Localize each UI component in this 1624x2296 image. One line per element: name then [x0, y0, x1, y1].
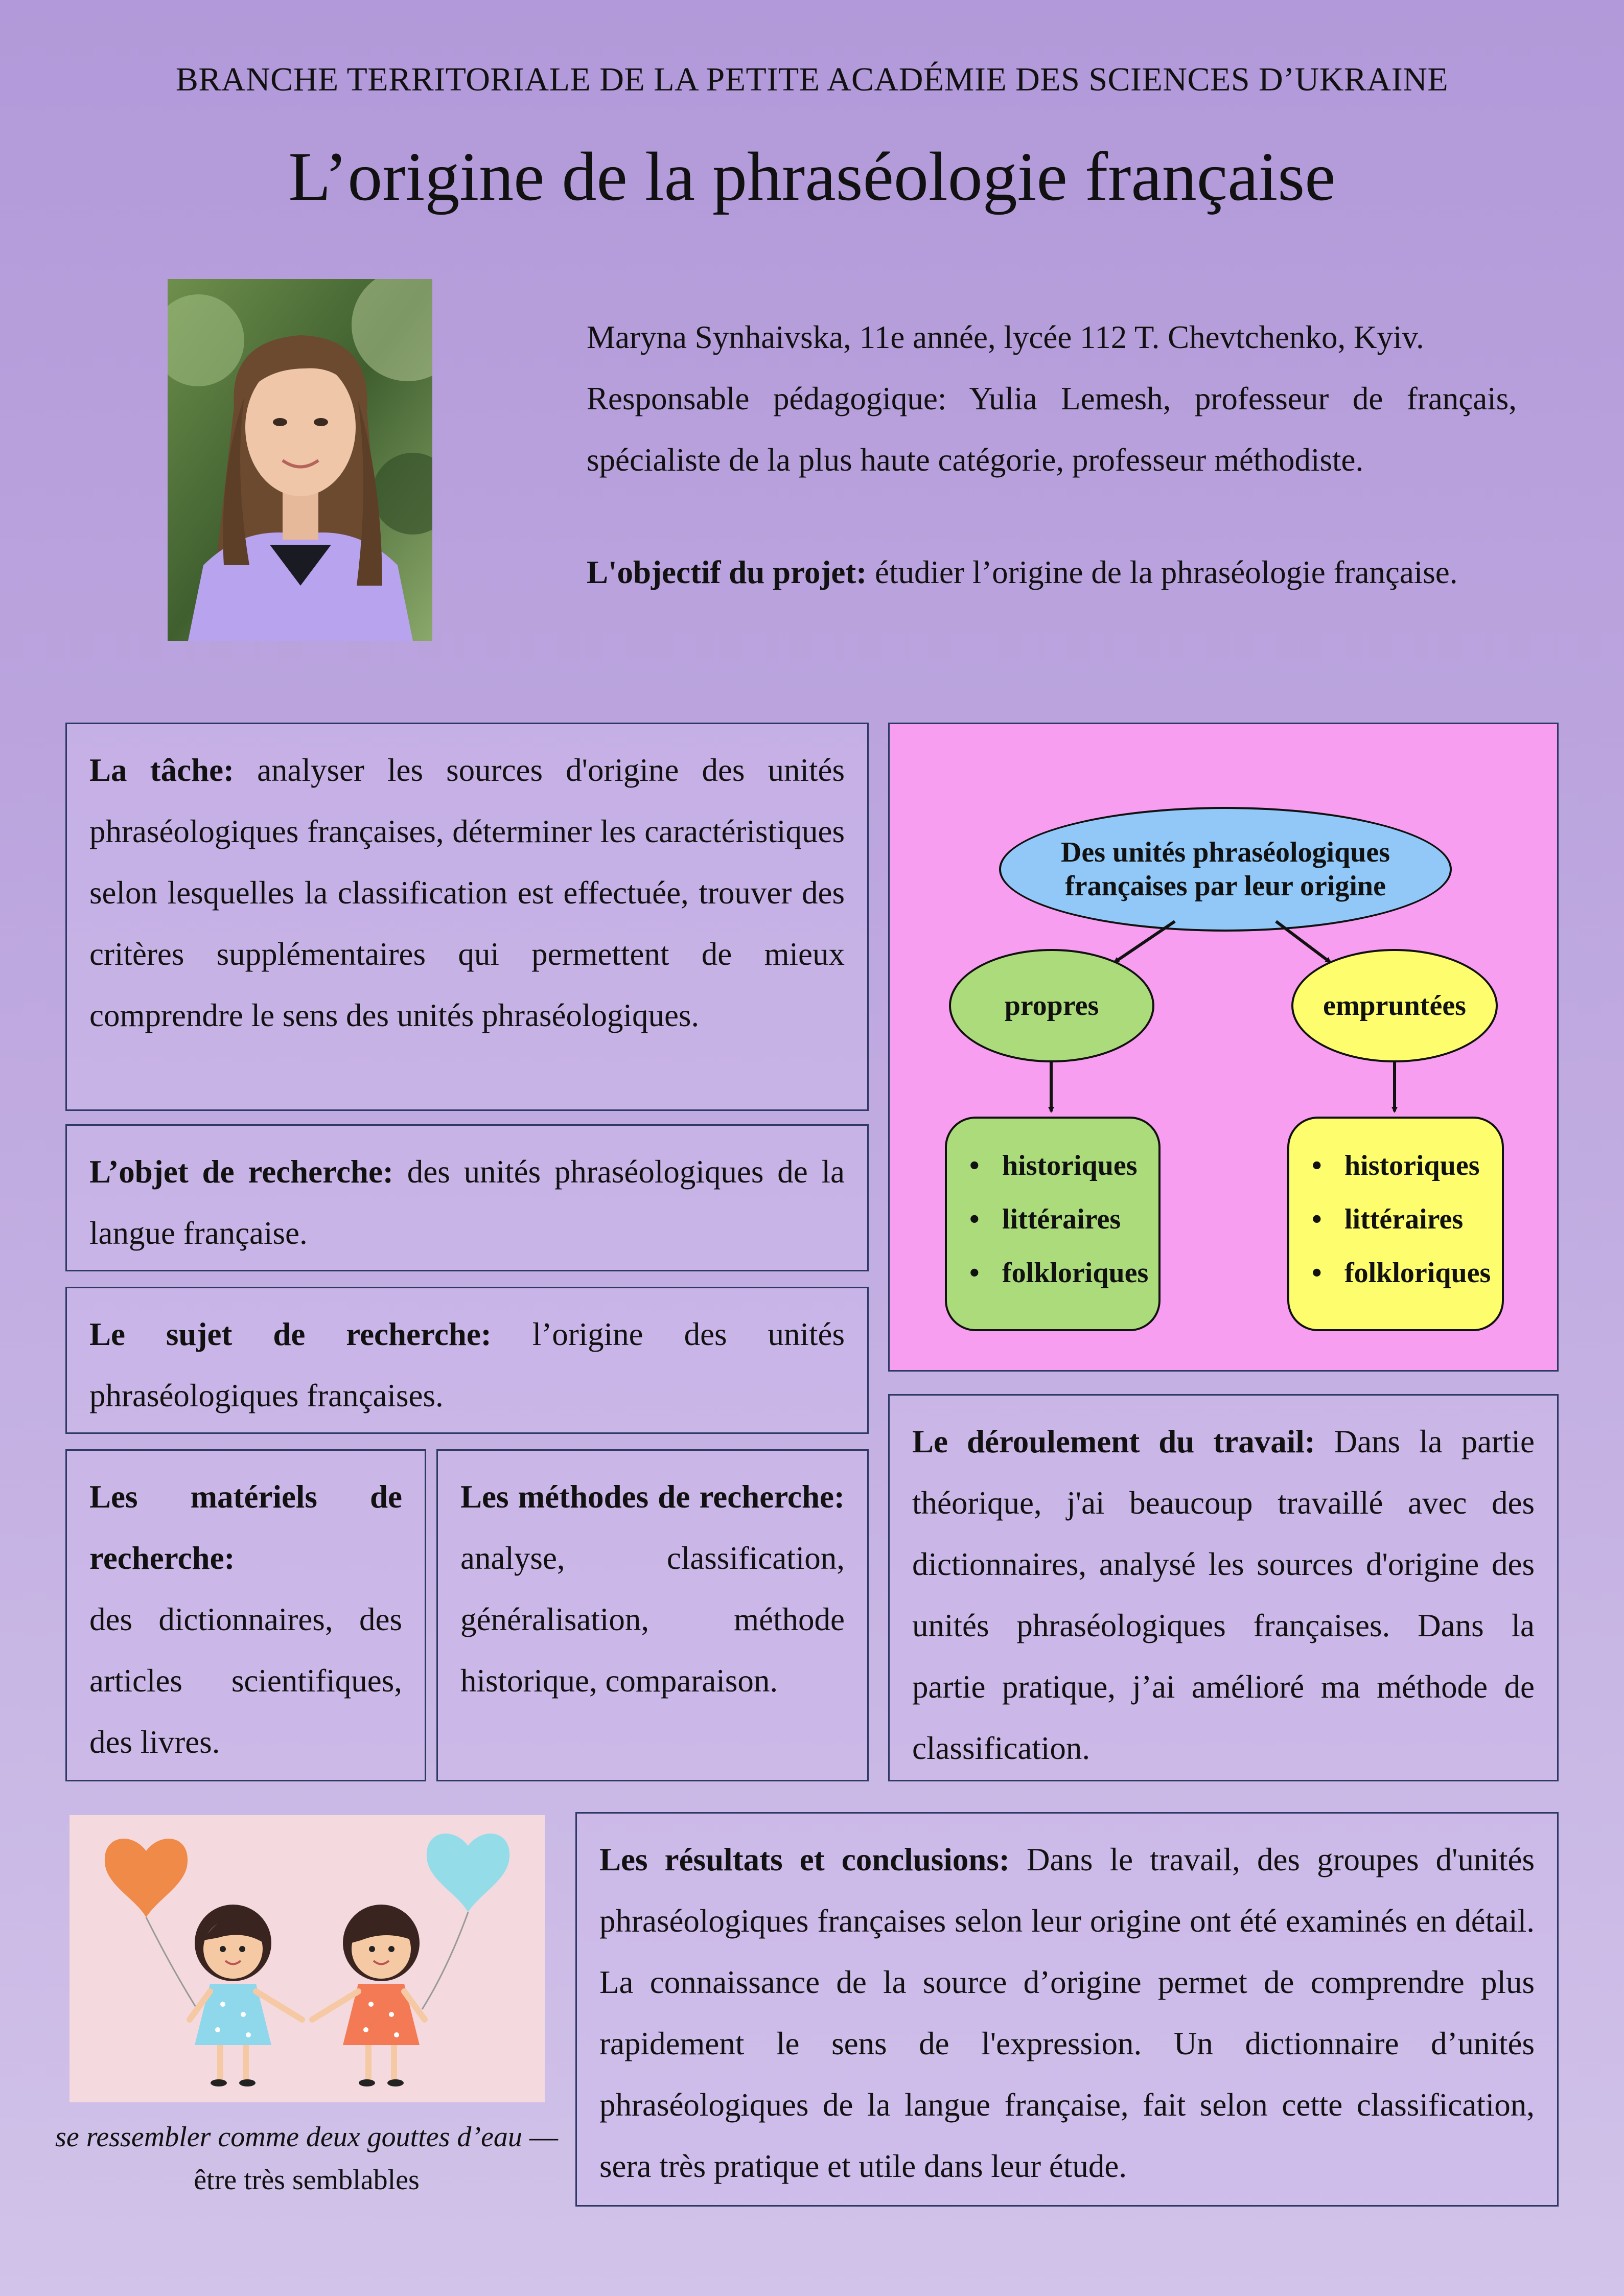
subject-box [65, 1287, 869, 1434]
illustration-caption [51, 2116, 562, 2201]
objective-text: étudier l’origine de la phraséologie française. [867, 554, 1458, 590]
materials-text: des dictionnaires, des articles scientifiques, des livres. [89, 1602, 402, 1760]
methods-label: Les méthodes de recherche: [460, 1479, 845, 1515]
objective-label: L'objectif du projet: [587, 554, 867, 590]
results-text: Dans le travail, des groupes d'unités phraséologiques françaises selon leur origine ont été examinés en détail. La connaissance de la source d’origine permet de comprendre plus rapidement le sens de l'expression. Un dictionnaire d’unités phraséologiques de la langue française, fait selon cette classification, sera très pratique et utile dans leur étude. [599, 1842, 1535, 2184]
list-item: • folkloriques [962, 1246, 1158, 1300]
author-info [587, 307, 1517, 491]
caption-meaning: — être très semblables [194, 2121, 558, 2196]
workflow-box [888, 1394, 1559, 1781]
object-box [65, 1124, 869, 1271]
list-item: • historiques [1305, 1139, 1502, 1193]
author-photo [168, 279, 432, 641]
author-line: Maryna Synhaivska, 11e année, lycée 112 T. Chevtchenko, Kyiv. [587, 319, 1424, 355]
methods-text: analyse, classification, généralisation, méthode historique, comparaison. [460, 1540, 845, 1699]
materials-label: Les matériels de recherche: [89, 1479, 402, 1576]
supervisor-line: Responsable pédagogique: Yulia Lemesh, professeur de français, spécialiste de la plus haute catégorie, professeur méthodiste. [587, 381, 1517, 478]
diagram-right-list [1287, 1117, 1504, 1331]
caption-expression: se ressembler comme deux gouttes d’eau [55, 2121, 522, 2153]
diagram-left-list [945, 1117, 1161, 1331]
header-institution: BRANCHE TERRITORIALE DE LA PETITE ACADÉMIE DES SCIENCES D’UKRAINE [175, 61, 1449, 98]
arrow-root-right [1276, 921, 1330, 962]
materials-box [65, 1449, 426, 1781]
object-label: L’objet de recherche: [89, 1154, 393, 1190]
task-text: analyser les sources d'origine des unités phraséologiques françaises, déterminer les caractéristiques selon lesquelles la classification est effectuée, trouver des critères supplémentaires qui permettent de mieux comprendre le sens des unités phraséologiques. [89, 752, 845, 1033]
subject-label: Le sujet de recherche: [89, 1316, 492, 1352]
arrow-root-left [1115, 921, 1175, 962]
task-label: La tâche: [89, 752, 235, 788]
workflow-text: Dans la partie théorique, j'ai beaucoup travaillé avec des dictionnaires, analysé les sources d'origine des unités phraséologiques françaises. Dans la partie pratique, j’ai amélioré ma méthode de classification. [912, 1424, 1535, 1766]
origin-diagram [888, 723, 1559, 1372]
page-title: L’origine de la phraséologie française [288, 138, 1336, 215]
list-item: • littéraires [962, 1193, 1158, 1246]
list-item: • folkloriques [1305, 1246, 1502, 1300]
diagram-right-node: empruntées [1291, 949, 1498, 1062]
results-label: Les résultats et conclusions: [599, 1842, 1010, 1877]
twins-illustration [69, 1815, 545, 2102]
list-item: • littéraires [1305, 1193, 1502, 1246]
object-text: des unités phraséologiques de la langue française. [89, 1154, 845, 1251]
list-item: • historiques [962, 1139, 1158, 1193]
methods-box [436, 1449, 869, 1781]
workflow-label: Le déroulement du travail: [912, 1424, 1315, 1459]
diagram-left-node: propres [949, 949, 1154, 1062]
results-box [575, 1812, 1559, 2207]
task-box [65, 723, 869, 1111]
project-objective [587, 542, 1537, 603]
diagram-root-node: Des unités phraséologiques françaises par leur origine [999, 807, 1452, 932]
subject-text: l’origine des unités phraséologiques françaises. [89, 1316, 845, 1413]
